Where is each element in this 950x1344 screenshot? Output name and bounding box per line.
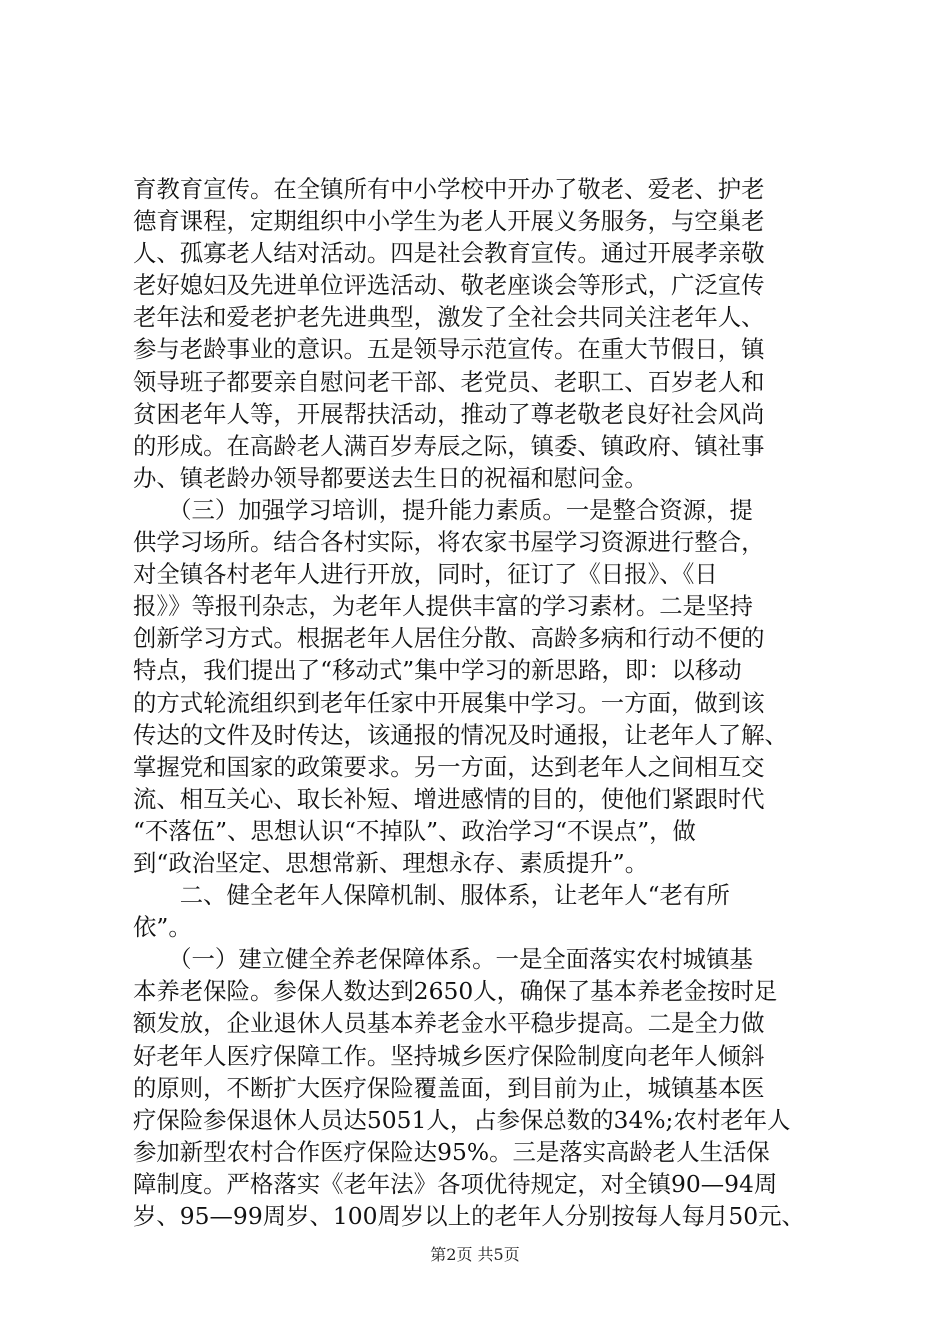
text-line: 本养老保险。参保人数达到2650人，确保了基本养老金按时足 xyxy=(133,977,778,1006)
text-line: 掌握党和国家的政策要求。另一方面，达到老年人之间相互交 xyxy=(133,752,765,781)
text-line: 特点，我们提出了“移动式”集中学习的新思路，即：以移动 xyxy=(133,656,742,685)
text-line: 参加新型农村合作医疗保险达95%。三是落实高龄老人生活保 xyxy=(133,1137,770,1166)
text-line: 供学习场所。结合各村实际，将农家书屋学习资源进行整合， xyxy=(133,528,765,557)
text-line: 障制度。严格落实《老年法》各项优待规定，对全镇90—94周 xyxy=(133,1169,778,1198)
text-line: 育教育宣传。在全镇所有中小学校中开办了敬老、爱老、护老 xyxy=(133,175,765,203)
text-line: 二、健全老年人保障机制、服体系，让老年人“老有所 xyxy=(133,881,730,910)
text-line: 参与老龄事业的意识。五是领导示范宣传。在重大节假日，镇 xyxy=(133,335,765,364)
text-line: 岁、95—99周岁、100周岁以上的老年人分别按每人每月50元、 xyxy=(133,1202,805,1230)
text-line: 领导班子都要亲自慰问老干部、老党员、老职工、百岁老人和 xyxy=(133,367,765,396)
text-line: 老好媳妇及先进单位评选活动、敬老座谈会等形式，广泛宣传 xyxy=(133,271,765,300)
text-line: 的原则，不断扩大医疗保险覆盖面，到目前为止，城镇基本医 xyxy=(133,1073,765,1102)
text-line: 的方式轮流组织到老年任家中开展集中学习。一方面，做到该 xyxy=(133,688,765,717)
text-line: （一）建立健全养老保障体系。一是全面落实农村城镇基 xyxy=(133,945,753,974)
text-line: 办、镇老龄办领导都要送去生日的祝福和慰问金。 xyxy=(133,463,648,492)
text-line: 老年法和爱老护老先进典型，激发了全社会共同关注老年人、 xyxy=(133,303,765,332)
page-number-footer: 第2页 共5页 xyxy=(430,1245,520,1264)
text-line: （三）加强学习培训，提升能力素质。一是整合资源，提 xyxy=(133,495,753,524)
text-line: 流、相互关心、取长补短、增进感情的目的，使他们紧跟时代 xyxy=(133,784,765,813)
text-line: 报》》等报刊杂志，为老年人提供丰富的学习素材。二是坚持 xyxy=(133,592,753,621)
text-line: 德育课程，定期组织中小学生为老人开展义务服务，与空巢老 xyxy=(133,207,765,236)
text-line: 疗保险参保退休人员达5051人，占参保总数的34%;农村老年人 xyxy=(133,1105,791,1134)
text-line: 好老年人医疗保障工作。坚持城乡医疗保险制度向老年人倾斜 xyxy=(133,1041,765,1070)
text-line: 的形成。在高龄老人满百岁寿辰之际，镇委、镇政府、镇社事 xyxy=(133,431,765,460)
text-line: “不落伍”、思想认识“不掉队”、政治学习“不误点”，做 xyxy=(133,816,696,845)
text-line: 传达的文件及时传达，该通报的情况及时通报，让老年人了解、 xyxy=(133,720,788,749)
text-line: 贫困老年人等，开展帮扶活动，推动了尊老敬老良好社会风尚 xyxy=(133,399,765,428)
text-line: 创新学习方式。根据老年人居住分散、高龄多病和行动不便的 xyxy=(133,624,765,653)
text-line: 额发放，企业退休人员基本养老金水平稳步提高。二是全力做 xyxy=(133,1009,765,1038)
text-line: 对全镇各村老年人进行开放，同时，征订了《日报》、《日 xyxy=(133,560,718,589)
text-line: 人、孤寡老人结对活动。四是社会教育宣传。通过开展孝亲敬 xyxy=(133,239,765,268)
text-line: 依”。 xyxy=(133,913,192,942)
text-line: 到“政治坚定、思想常新、理想永存、素质提升”。 xyxy=(133,848,649,877)
body-text xyxy=(133,173,833,1232)
